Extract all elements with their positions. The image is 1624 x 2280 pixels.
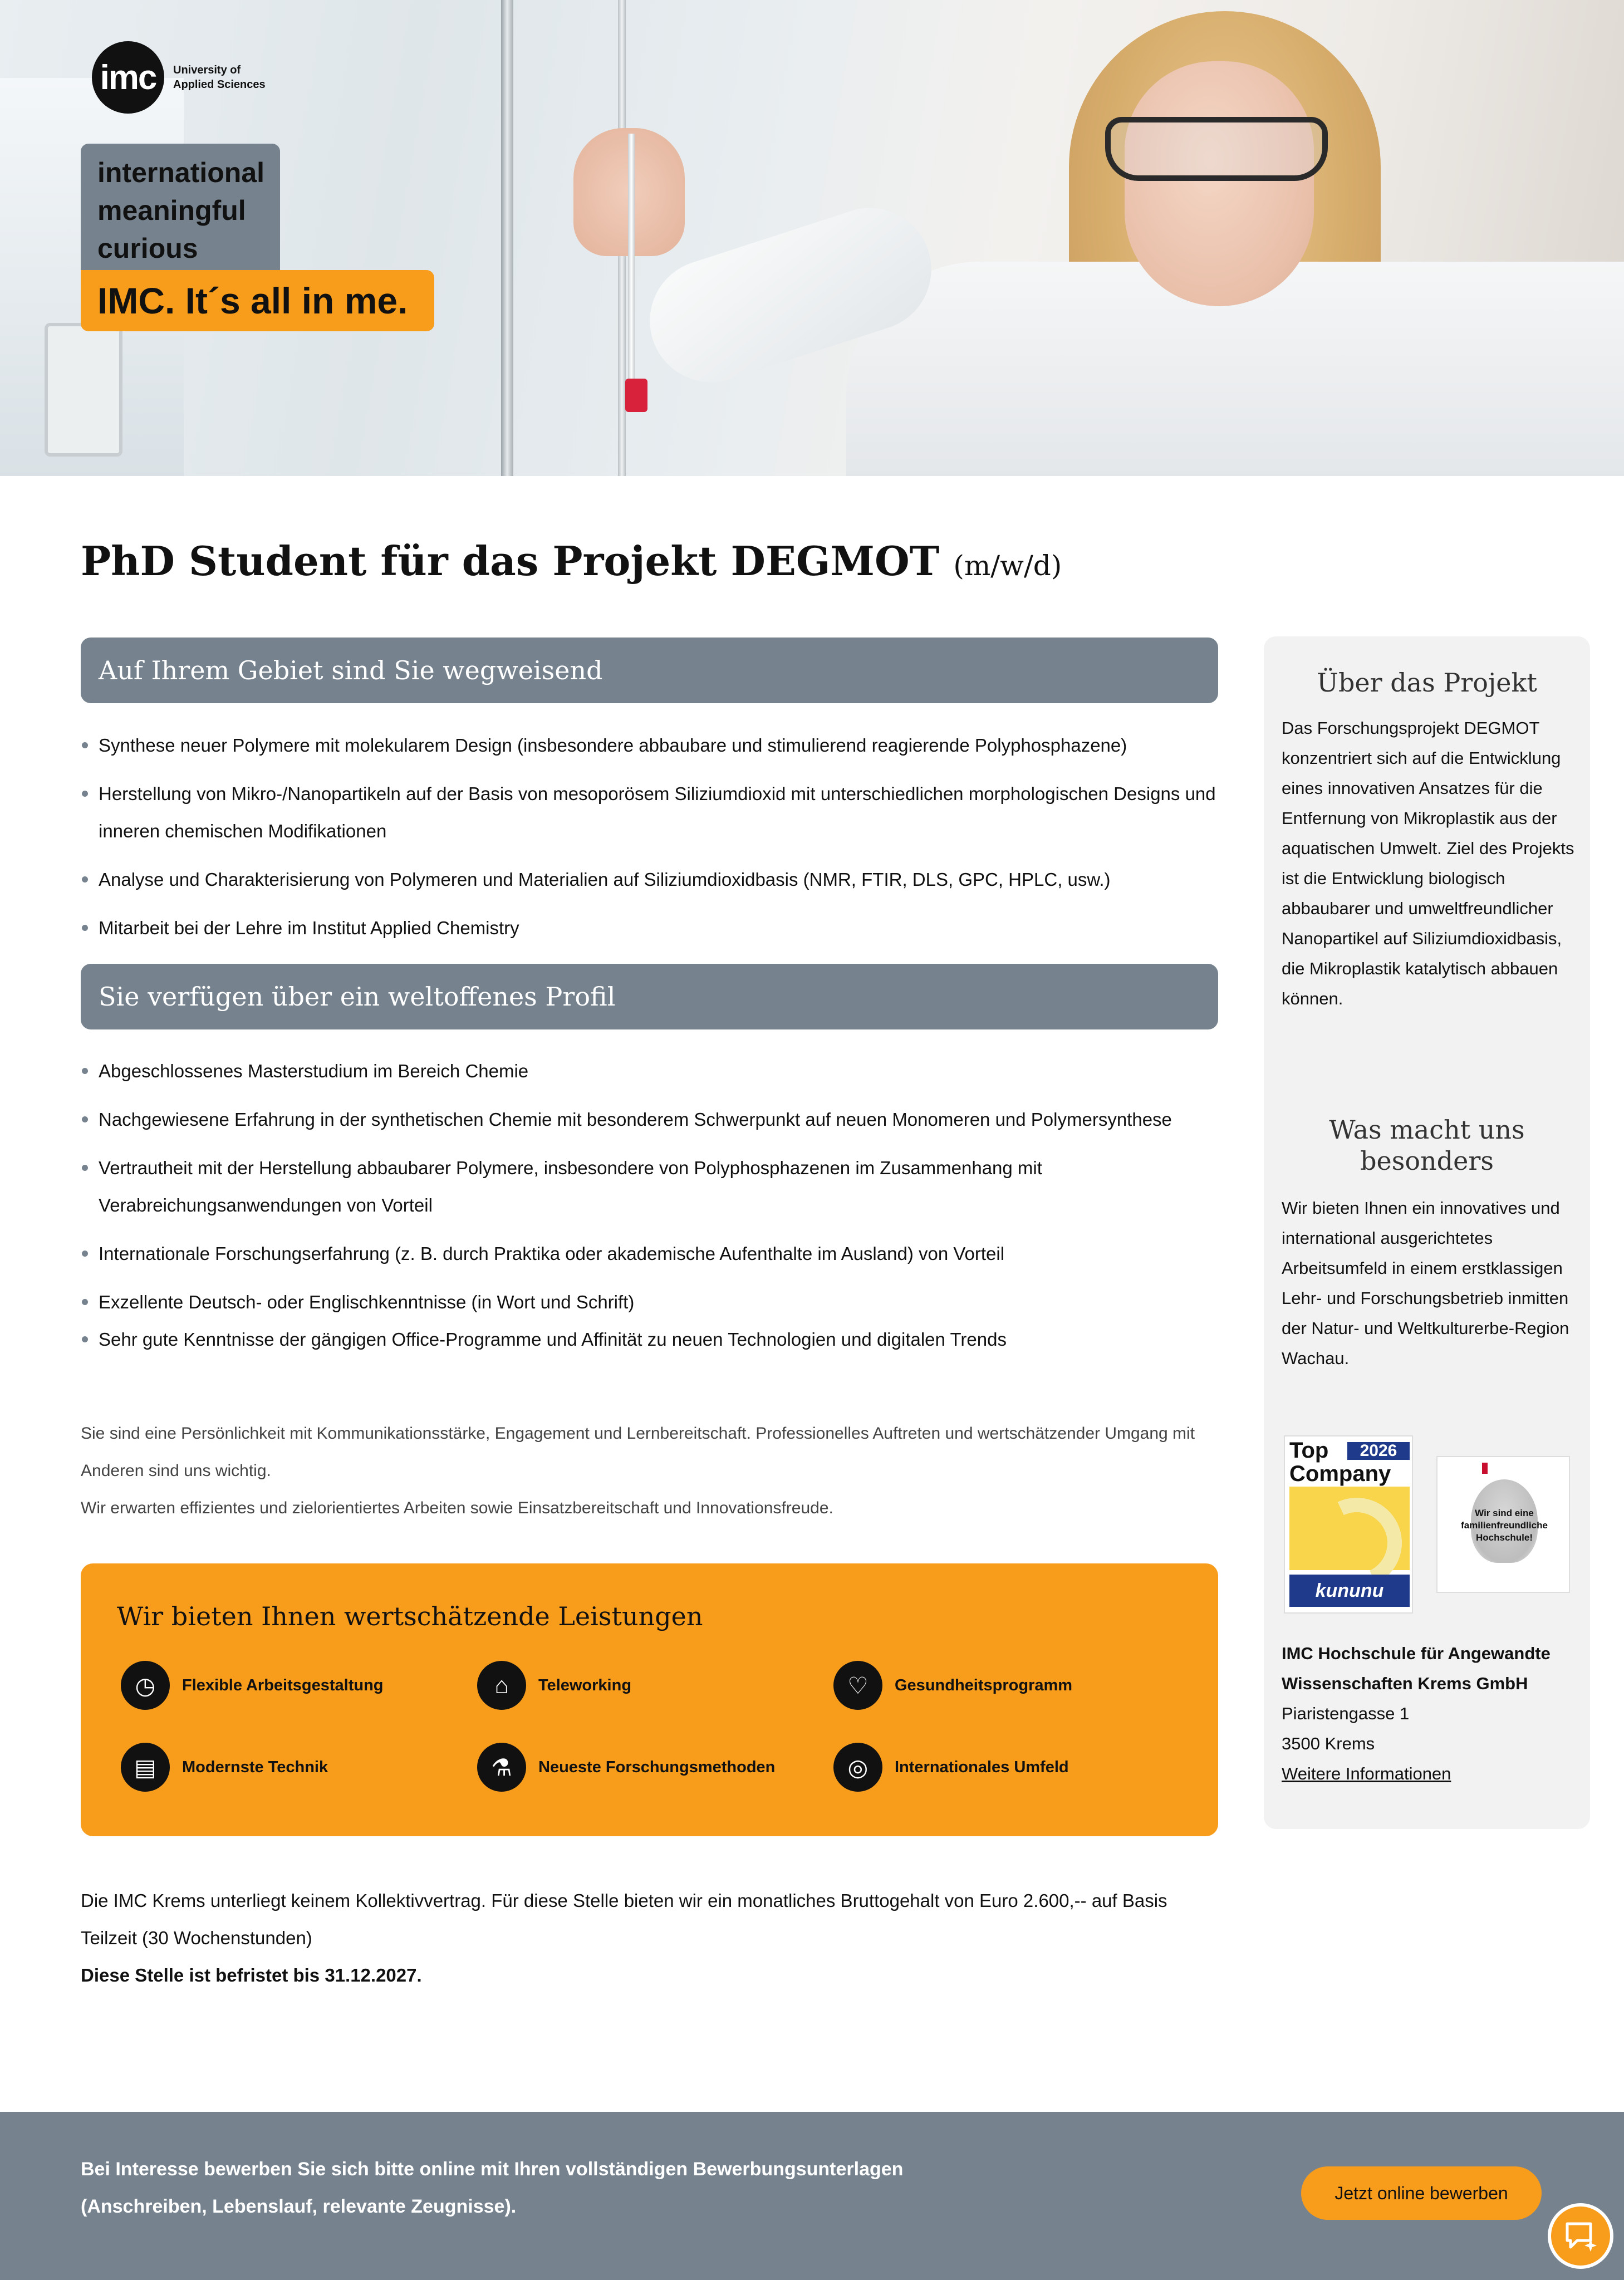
logo-text: University of Applied Sciences — [173, 64, 266, 91]
microscope-icon: ⚗ — [477, 1743, 526, 1792]
calendar-clock-icon: ◷ — [121, 1661, 170, 1710]
section-profile-heading: Sie verfügen über ein weltoffenes Profil — [81, 964, 1218, 1029]
logo-mark: imc — [92, 41, 164, 114]
title-main: PhD Student für das Projekt DEGMOT — [81, 537, 940, 585]
home-office-icon: ⌂ — [477, 1661, 526, 1710]
more-info-link[interactable]: Weitere Informationen — [1282, 1764, 1451, 1783]
benefit-technology: ▤ Modernste Technik — [121, 1743, 328, 1792]
hero-claim: IMC. It´s all in me. — [81, 270, 434, 331]
address-block: IMC Hochschule für Angewandte Wissenschaften Krems GmbH Piaristengasse 1 3500 Krems Weitere Informationen — [1282, 1644, 1551, 1783]
benefit-research: ⚗ Neueste Forschungsmethoden — [477, 1743, 775, 1792]
hero-tagline — [81, 144, 280, 280]
footer-text: Bei Interesse bewerben Sie sich bitte online mit Ihren vollständigen Bewerbungsunterlagen (Anschreiben, Lebenslauf, relevante Zeugnisse). — [81, 2159, 904, 2217]
imc-logo[interactable] — [92, 41, 266, 114]
benefit-flexible: ◷ Flexible Arbeitsgestaltung — [121, 1661, 384, 1710]
chat-button[interactable] — [1548, 2203, 1613, 2269]
list-item: Analyse und Charakterisierung von Polymeren und Materialien auf Siliziumdioxidbasis (NMR, FTIR, DLS, GPC, HPLC, usw.) — [81, 861, 1228, 898]
list-item: Nachgewiesene Erfahrung in der synthetischen Chemie mit besonderem Schwerpunkt auf neuen Monomeren und Polymersynthese — [81, 1101, 1228, 1138]
apply-footer — [0, 2112, 1624, 2280]
chat-sparkle-icon — [1563, 2218, 1598, 2254]
title-gender: (m/w/d) — [953, 550, 1062, 582]
family-friendly-badge — [1436, 1456, 1570, 1593]
list-item: Mitarbeit bei der Lehre im Institut Applied Chemistry — [81, 909, 1228, 947]
badge-top-text: Top Company — [1289, 1438, 1391, 1486]
devices-icon: ▤ — [121, 1743, 170, 1792]
list-item: Vertrautheit mit der Herstellung abbaubarer Polymere, insbesondere von Polyphosphazenen im Zusammenhang mit Verabreichungsanwendungen von Vorteil — [81, 1149, 1228, 1224]
benefits-heading: Wir bieten Ihnen wertschätzende Leistungen — [117, 1601, 703, 1631]
sidebar-heading-special: Was macht uns besonders — [1329, 1115, 1525, 1176]
page-title — [81, 537, 1062, 585]
tag-international: international — [97, 157, 265, 188]
special-description: Wir bieten Ihnen ein innovatives und international ausgerichtetes Arbeitsumfeld in einem erstklassigen Lehr- und Forschungsbetrieb inmitten der Natur- und Weltkulturerbe-Region Wachau. — [1282, 1198, 1569, 1368]
contract-limit: Diese Stelle ist befristet bis 31.12.2027. — [81, 1965, 422, 1985]
flag-icon — [1482, 1463, 1488, 1474]
sidebar-heading-project: Über das Projekt — [1317, 668, 1537, 698]
benefit-teleworking: ⌂ Teleworking — [477, 1661, 631, 1710]
tasks-list — [81, 727, 1228, 958]
heart-pulse-icon: ♡ — [833, 1661, 882, 1710]
project-description: Das Forschungsprojekt DEGMOT konzentriert sich auf die Entwicklung eines innovativen Ansatzes für die Entfernung von Mikroplastik aus der aquatischen Umwelt. Ziel des Projekts ist die Entwicklung biologisch abbaubarer und umweltfreundlicher Nanopartikel auf Siliziumdioxidbasis, die Mikroplastik katalytisch abbauen können. — [1282, 718, 1574, 1008]
kununu-top-company-badge — [1284, 1435, 1413, 1614]
list-item: Exzellente Deutsch- oder Englischkenntnisse (in Wort und Schrift) — [81, 1283, 1228, 1321]
badge-year: 2026 — [1347, 1442, 1410, 1460]
family-badge-text: Wir sind eine familienfreundliche Hochschule! — [1461, 1508, 1548, 1543]
list-item: Sehr gute Kenntnisse der gängigen Office-Programme und Affinität zu neuen Technologien und digitalen Trends — [81, 1321, 1228, 1358]
benefit-health: ♡ Gesundheitsprogramm — [833, 1661, 1072, 1710]
personality-text: Sie sind eine Persönlichkeit mit Kommunikationsstärke, Engagement und Lernbereitschaft. Professionelles Auftreten und wertschätzender Umgang mit Anderen sind uns wichtig. Wir erwarten effizientes und zielorientiertes Arbeiten sowie Einsatzbereitschaft und Innovationsfreude. — [81, 1424, 1195, 1517]
list-item: Herstellung von Mikro-/Nanopartikeln auf der Basis von mesoporösem Siliziumdioxid mit unterschiedlichen morphologischen Designs und inneren chemischen Modifikationen — [81, 775, 1228, 850]
kununu-logo-icon — [1289, 1487, 1410, 1570]
benefits-box — [81, 1563, 1218, 1836]
salary-info — [81, 1882, 1228, 1994]
badge-brand: kununu — [1289, 1575, 1410, 1607]
tag-meaningful: meaningful — [97, 195, 246, 226]
globe-icon: ◎ — [833, 1743, 882, 1792]
section-tasks-heading: Auf Ihrem Gebiet sind Sie wegweisend — [81, 638, 1218, 703]
sidebar — [1264, 636, 1590, 1829]
apply-online-button[interactable]: Jetzt online bewerben — [1301, 2166, 1542, 2220]
profile-list — [81, 1052, 1228, 1369]
list-item: Internationale Forschungserfahrung (z. B. durch Praktika oder akademische Aufenthalte im Ausland) von Vorteil — [81, 1235, 1228, 1272]
salary-text: Die IMC Krems unterliegt keinem Kollektivvertrag. Für diese Stelle bieten wir ein monatliches Bruttogehalt von Euro 2.600,-- auf Basis Teilzeit (30 Wochenstunden) — [81, 1890, 1167, 1948]
list-item: Abgeschlossenes Masterstudium im Bereich Chemie — [81, 1052, 1228, 1090]
benefit-international: ◎ Internationales Umfeld — [833, 1743, 1069, 1792]
tag-curious: curious — [97, 233, 198, 264]
list-item: Synthese neuer Polymere mit molekularem Design (insbesondere abbaubare und stimulierend reagierende Polyphosphazene) — [81, 727, 1228, 764]
